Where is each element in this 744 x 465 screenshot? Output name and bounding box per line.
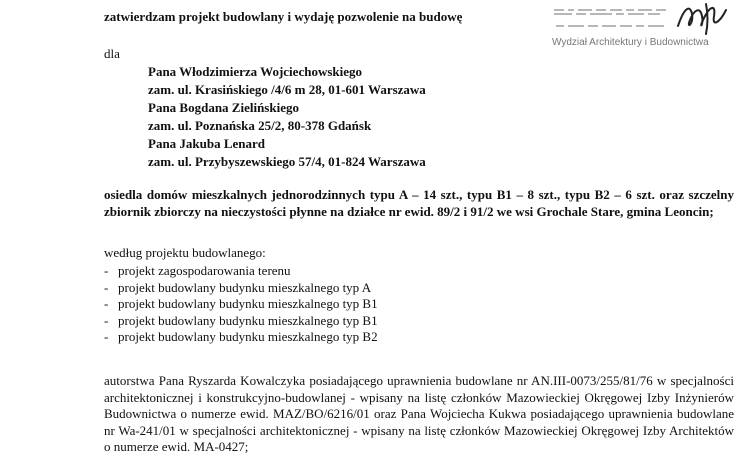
recipient-name-3: Pana Jakuba Lenard: [148, 136, 266, 151]
stamp-line-department: Wydział Architektury i Budownictwa: [552, 37, 709, 48]
subject-paragraph: osiedla domów mieszkalnych jednorodzinnych typu A – 14 szt., typu B1 – 8 szt., typu B2 – 6 szt. oraz szczelny zbiornik zbiorczy na nieczystości płynne na działce nr ewid. 89/2 i 91/2 we wsi Grochale Stare, gmina Leoncin;: [104, 187, 734, 219]
recipient-address-3: zam. ul. Przybyszewskiego 57/4, 01-824 Warszawa: [148, 154, 426, 169]
project-list: [104, 263, 378, 346]
recipient-name-2: Pana Bogdana Zielińskiego: [148, 100, 299, 115]
list-item: - projekt budowlany budynku mieszkalnego typ B1: [104, 296, 378, 313]
authorship-paragraph: autorstwa Pana Ryszarda Kowalczyka posiadającego uprawnienia budowlane nr AN.III-0073/255/81/76 w specjalności architektonicznej i konstrukcyjno-budowlanej - wpisany na listę członków Mazowieckiej Okręgowej Izby Inżynierów Budownictwa o numerze ewid. MAZ/BO/6216/01 oraz Pana Wojciecha Kukwa posiadającego uprawnienia budowlane nr Wa-241/01 w specjalności architektonicznej - wpisany na listę członków Mazowieckiej Okręgowej Izby Architektów o numerze ewid. MA-0427;: [104, 373, 734, 454]
list-item: - projekt zagospodarowania terenu: [104, 263, 378, 280]
project-intro: według projektu budowlanego:: [104, 245, 266, 260]
list-item: - projekt budowlany budynku mieszkalnego typ B1: [104, 313, 378, 330]
recipient-name-1: Pana Włodzimierza Wojciechowskiego: [148, 64, 362, 79]
decision-line: zatwierdzam projekt budowlany i wydaję pozwolenie na budowę: [104, 9, 463, 24]
recipient-address-1: zam. ul. Krasińskiego /4/6 m 28, 01-601 Warszawa: [148, 82, 426, 97]
list-item: - projekt budowlany budynku mieszkalnego typ A: [104, 280, 378, 297]
signature-mark: [670, 0, 740, 36]
list-item: - projekt budowlany budynku mieszkalnego typ B2: [104, 329, 378, 346]
recipients-intro: dla: [104, 46, 120, 61]
recipient-address-2: zam. ul. Poznańska 25/2, 80-378 Gdańsk: [148, 118, 372, 133]
